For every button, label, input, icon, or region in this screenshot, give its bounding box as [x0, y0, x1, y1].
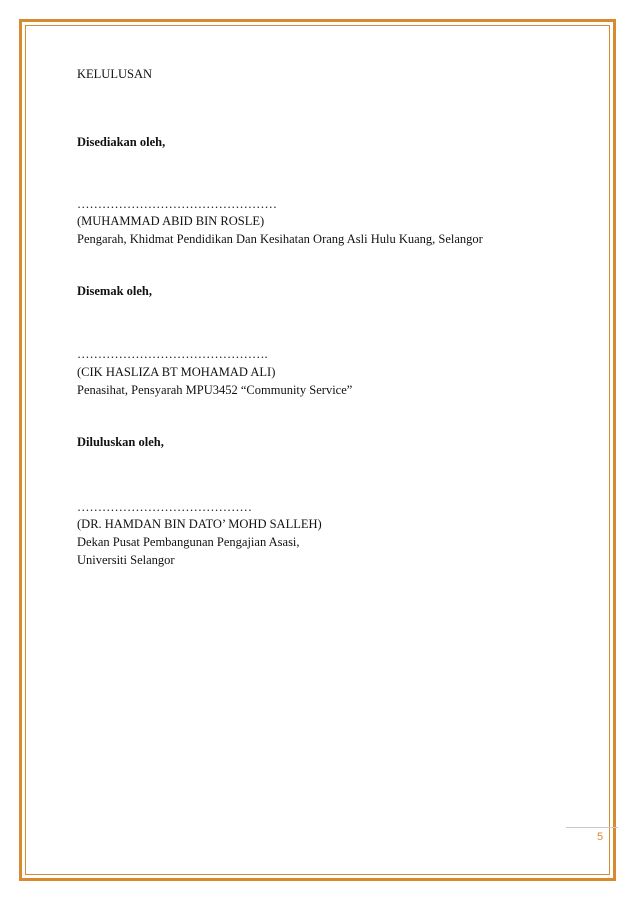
checker-name: (CIK HASLIZA BT MOHAMAD ALI) [77, 365, 276, 379]
preparer-name: (MUHAMMAD ABID BIN ROSLE) [77, 214, 265, 228]
page-border-inner [25, 25, 610, 875]
prepared-by-label: Disediakan oleh, [77, 135, 166, 149]
page-title: KELULUSAN [77, 67, 152, 81]
approved-by-label: Diluluskan oleh, [77, 435, 164, 449]
approver-name: (DR. HAMDAN BIN DATO’ MOHD SALLEH) [77, 517, 322, 531]
preparer-title: Pengarah, Khidmat Pendidikan Dan Kesihatan Orang Asli Hulu Kuang, Selangor [77, 232, 483, 246]
page-number-rule [566, 827, 618, 828]
page-number: 5 [596, 831, 604, 843]
signature-line-checked: ………………………………………. [77, 347, 268, 361]
checked-by-label: Disemak oleh, [77, 284, 152, 298]
approver-institution: Universiti Selangor [77, 553, 175, 567]
signature-line-approved: …………………………………… [77, 500, 252, 514]
checker-title: Penasihat, Pensyarah MPU3452 “Community Service” [77, 383, 353, 397]
signature-line-prepared: ………………………………………… [77, 197, 277, 211]
approver-title: Dekan Pusat Pembangunan Pengajian Asasi, [77, 535, 300, 549]
